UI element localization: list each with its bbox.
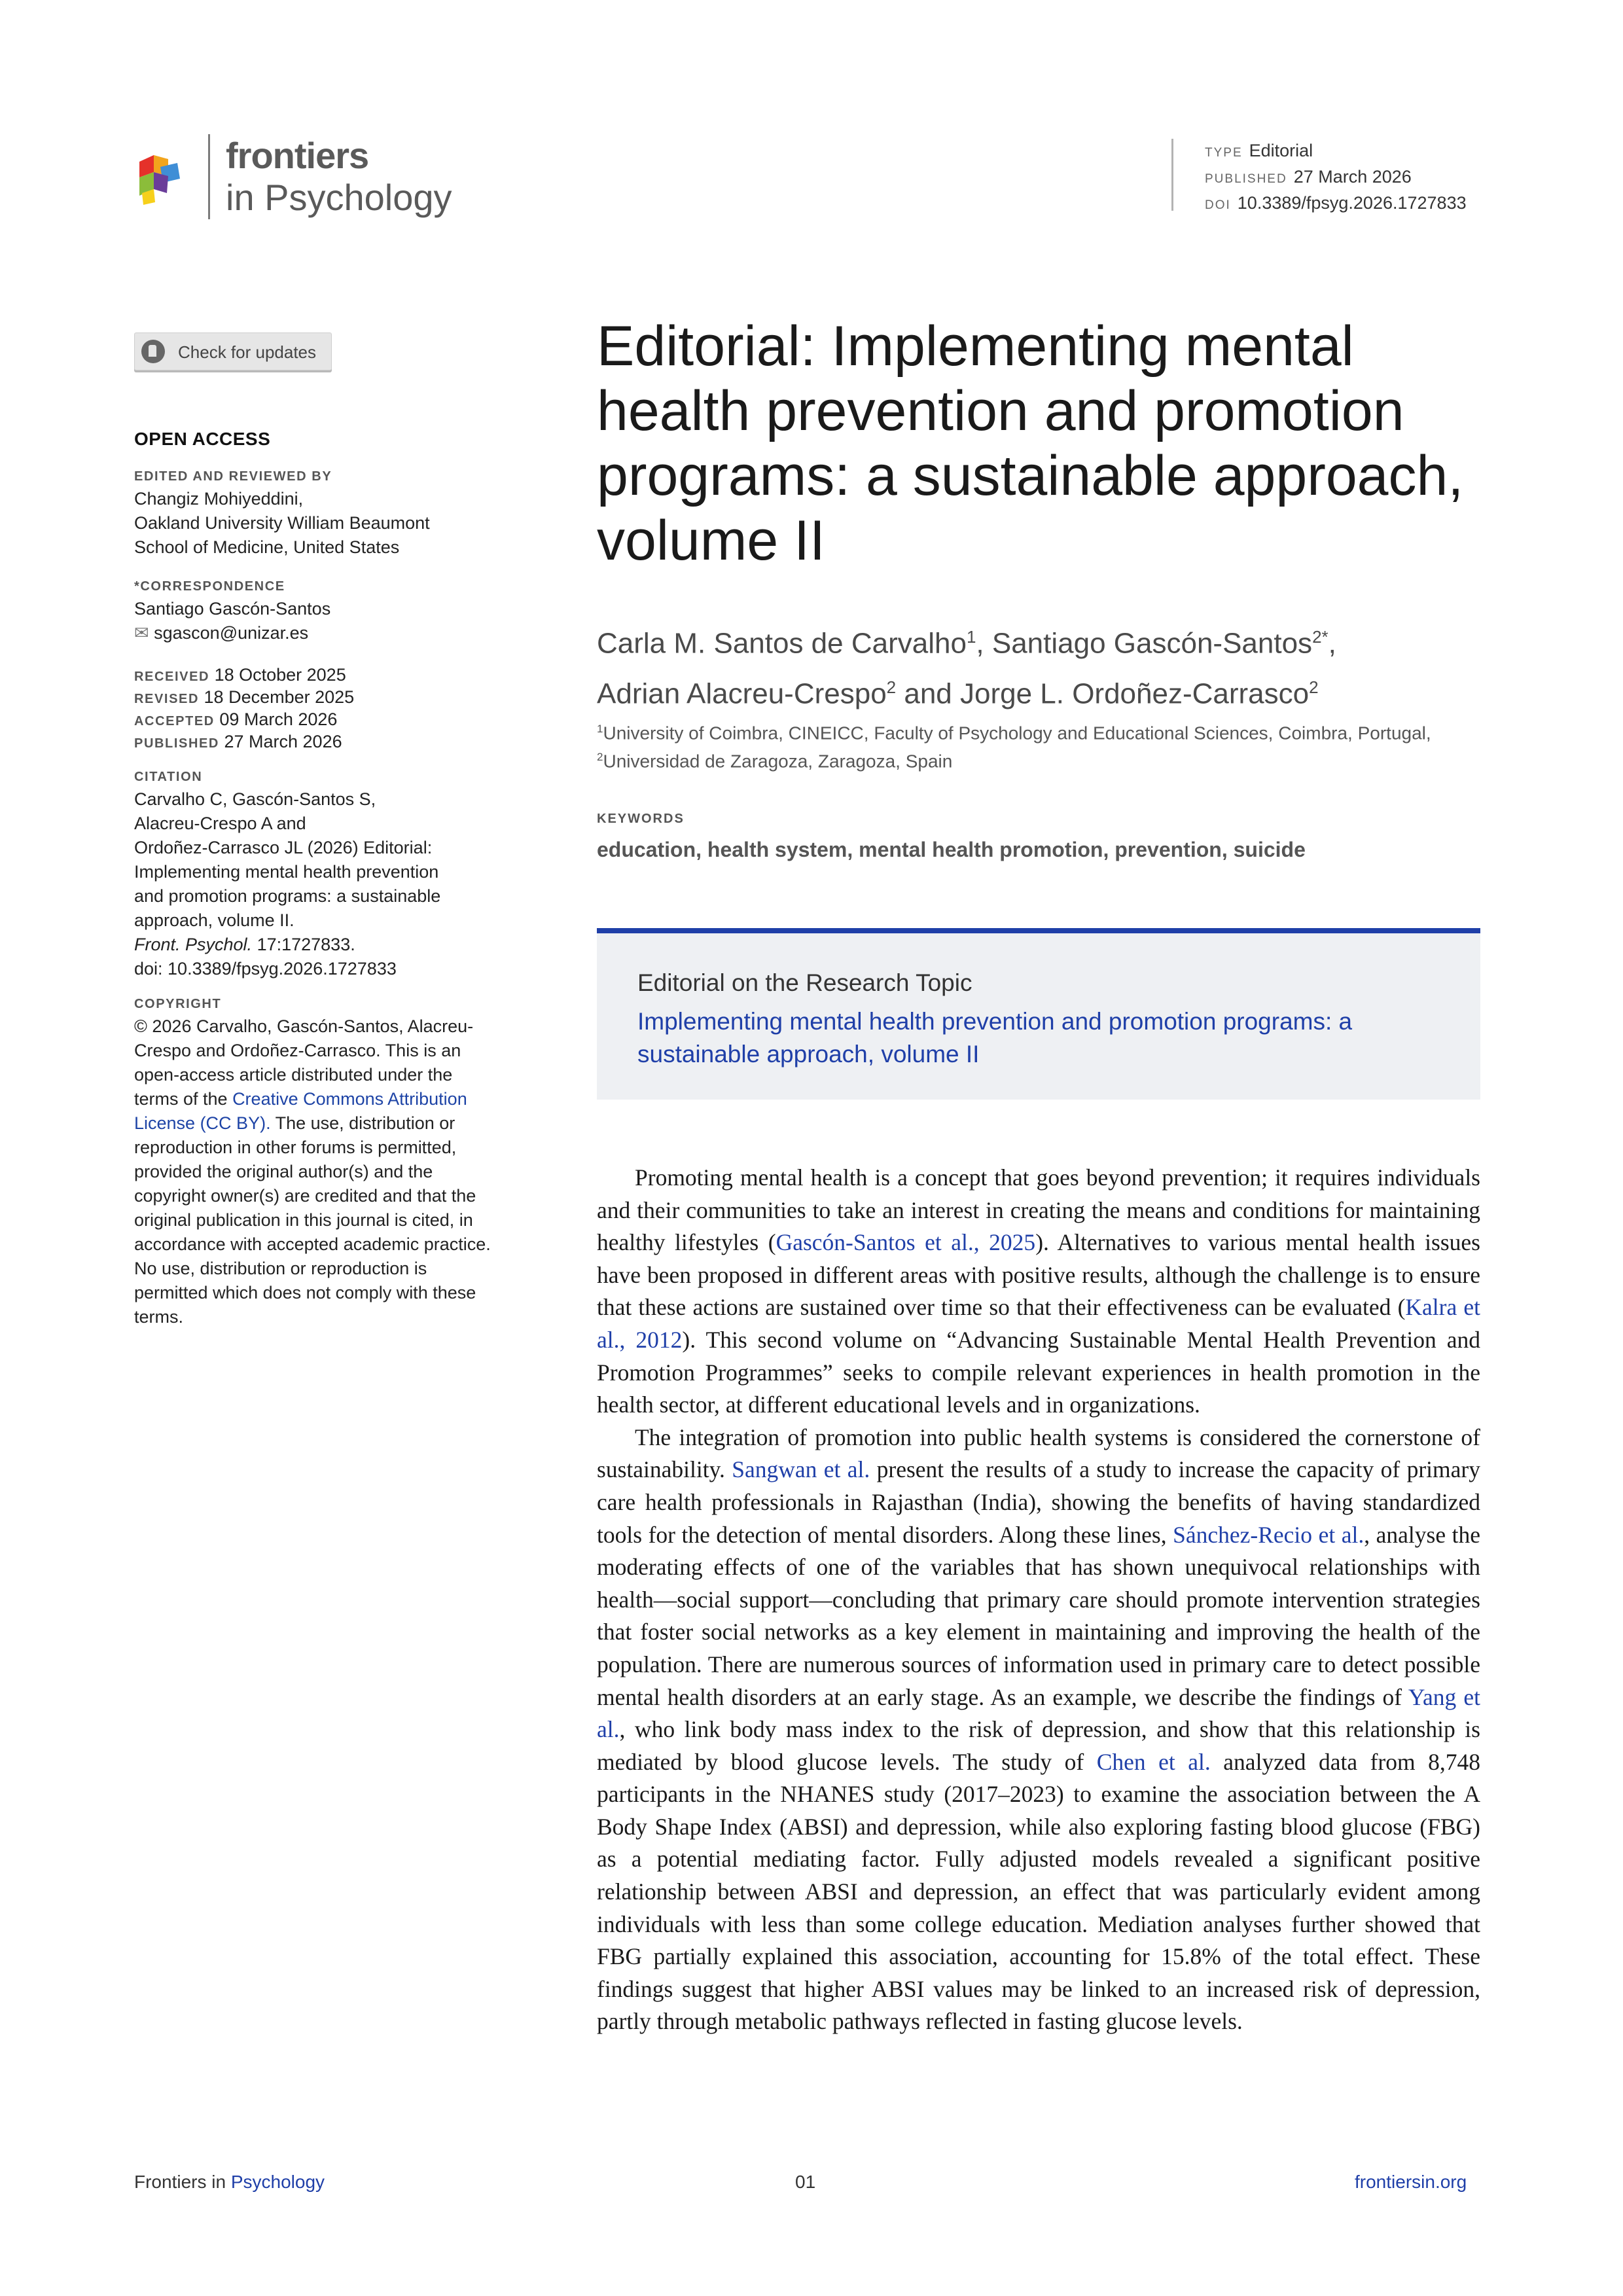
author-name[interactable]: Carla M. Santos de Carvalho xyxy=(597,627,967,660)
open-access-label: OPEN ACCESS xyxy=(134,429,271,449)
author-affil-sup: 1 xyxy=(966,627,976,647)
citation-line: and promotion programs: a sustainable xyxy=(134,886,441,906)
article-title: Editorial: Implementing mental health prevention and promotion programs: a sustainable approach, volume II xyxy=(597,315,1464,572)
journal-name-line1: frontiers xyxy=(226,135,369,176)
date-value: 18 October 2025 xyxy=(214,665,346,685)
edited-by-line: Oakland University William Beaumont xyxy=(134,513,430,533)
research-topic-link[interactable]: Implementing mental health prevention and promotion programs: a sustainable approach, volume II xyxy=(637,1008,1353,1067)
doi-label: DOI xyxy=(1205,198,1231,212)
author-affil-sup: 2 xyxy=(886,677,897,697)
date-label: RECEIVED xyxy=(134,670,210,684)
citation-line: Ordoñez-Carrasco JL (2026) Editorial: xyxy=(134,838,433,857)
citation-line: Alacreu-Crespo A and xyxy=(134,814,306,833)
citation-line: Carvalho C, Gascón-Santos S, xyxy=(134,789,376,809)
date-label: REVISED xyxy=(134,692,200,706)
body-text: Promoting mental health is a concept that goes beyond prevention; it requires individuals and their communities to take an interest in creating the means and conditions for maintaining healthy lifestyles ( xyxy=(597,1164,1480,1256)
edited-by-line: School of Medicine, United States xyxy=(134,537,400,557)
body-text: ). Alternatives to various mental health issues have been proposed in different areas with positive results, although the challenge is to ensure that these actions are sustained over time so that their effectiveness can be evaluated ( xyxy=(597,1229,1480,1321)
correspondence-email[interactable] xyxy=(134,621,501,645)
body-text: , who link body mass index to the risk of depression, and show that this relationship is mediated by blood glucose levels. The study of xyxy=(597,1716,1480,1775)
correspondence-name: Santiago Gascón-Santos xyxy=(134,599,331,619)
date-value: 09 March 2026 xyxy=(219,709,338,729)
date-row xyxy=(134,665,501,687)
affiliation-sup: 2 xyxy=(597,751,603,764)
research-topic-box xyxy=(597,928,1480,1100)
affiliations xyxy=(597,717,1513,774)
bookmark-icon xyxy=(141,340,165,363)
citation-journal-line xyxy=(134,933,501,957)
author-affil-sup: 2* xyxy=(1312,627,1329,647)
article-body xyxy=(597,1162,1480,2038)
dates-section xyxy=(134,665,501,754)
edited-by-section xyxy=(134,469,501,560)
check-for-updates-button[interactable] xyxy=(134,332,332,370)
published-value: 27 March 2026 xyxy=(1293,167,1412,187)
affiliation-text: University of Coimbra, CINEICC, Faculty of Psychology and Educational Sciences, Coimbra, Portugal, xyxy=(603,723,1431,744)
citation-doi: doi: 10.3389/fpsyg.2026.1727833 xyxy=(134,959,397,978)
email-text[interactable]: sgascon@unizar.es xyxy=(154,623,309,643)
mail-icon: ✉ xyxy=(134,623,154,643)
date-label: ACCEPTED xyxy=(134,714,215,728)
type-label: TYPE xyxy=(1205,146,1243,160)
correspondence-label: *CORRESPONDENCE xyxy=(134,579,285,594)
date-value: 27 March 2026 xyxy=(224,732,342,751)
footer-site-link[interactable]: frontiersin.org xyxy=(1355,2172,1467,2192)
correspondence-section xyxy=(134,579,501,645)
check-for-updates-label: Check for updates xyxy=(178,342,317,362)
citation-line: Implementing mental health prevention xyxy=(134,862,439,882)
body-text: analyzed data from 8,748 participants in the NHANES study (2017–2023) to examine the association between the A Body Shape Index (ABSI) and depression, while also exploring fasting blood glucose (FBG) as a potential mediating factor. Fully adjusted models revealed a significant positive relationship between ABSI and depression, an effect that was particularly evident among individuals with less than some college education. Mediation analyses further showed that FBG partially explained this association, accounting for 15.8% of the total effect. These findings suggest that higher ABSI values may be linked to an increased risk of depression, partly through metabolic pathways reflected in fasting glucose levels. xyxy=(597,1748,1480,2035)
affiliation-text: Universidad de Zaragoza, Zaragoza, Spain xyxy=(603,751,953,772)
copyright-post: The use, distribution or reproduction in other forums is permitted, provided the original author(s) and the copyright owner(s) are credited and that the original publication in this journal is cited, in accordance with accepted academic practice. No use, distribution or reproduction is permitted which does not comply with these terms. xyxy=(134,1113,491,1327)
research-topic-label: Editorial on the Research Topic xyxy=(637,969,972,996)
author-name[interactable]: Adrian Alacreu-Crespo xyxy=(597,677,887,710)
author-name[interactable]: and Jorge L. Ordoñez-Carrasco xyxy=(896,677,1310,710)
citation-section xyxy=(134,770,501,981)
citation-link[interactable]: Kalra et al., 2012 xyxy=(597,1294,1480,1353)
body-text: present the results of a study to increase the capacity of primary care health professionals in Rajasthan (India), showing the benefits of having standardized tools for the detection of mental disorders. Along these lines, xyxy=(597,1456,1480,1548)
author-list xyxy=(597,615,1513,715)
type-value: Editorial xyxy=(1249,141,1313,160)
footer-journal xyxy=(134,2172,325,2193)
date-row xyxy=(134,709,501,732)
author-affil-sup: 2 xyxy=(1309,677,1319,697)
author-separator: , xyxy=(1328,627,1336,660)
journal-name-line2: in Psychology xyxy=(226,177,452,218)
edited-by-line: Changiz Mohiyeddini, xyxy=(134,489,304,509)
left-sidebar xyxy=(134,429,501,1344)
citation-volume: 17:1727833. xyxy=(252,935,355,954)
citation-line: approach, volume II. xyxy=(134,910,294,930)
copyright-section xyxy=(134,997,501,1329)
page-number: 01 xyxy=(795,2172,816,2192)
body-text: The integration of promotion into public health systems is considered the cornerstone of sustainability. xyxy=(597,1424,1480,1483)
affiliation-sup: 1 xyxy=(597,723,603,735)
citation-link[interactable]: Gascón-Santos et al., 2025 xyxy=(776,1229,1036,1256)
keywords: education, health system, mental health promotion, prevention, suicide xyxy=(597,838,1306,861)
body-paragraph xyxy=(597,1422,1480,2038)
citation-link[interactable]: Chen et al. xyxy=(1096,1748,1211,1775)
body-paragraph xyxy=(597,1162,1480,1422)
date-row xyxy=(134,732,501,754)
footer-journal-prefix: Frontiers in xyxy=(134,2172,231,2192)
doi-value[interactable]: 10.3389/fpsyg.2026.1727833 xyxy=(1237,193,1467,213)
published-label: PUBLISHED xyxy=(1205,172,1287,186)
copyright-label: COPYRIGHT xyxy=(134,997,222,1011)
copyright-text xyxy=(134,1014,501,1329)
citation-link[interactable]: Yang et al. xyxy=(597,1683,1480,1743)
affiliation-line xyxy=(597,745,1513,773)
body-text: , analyse the moderating effects of one of the variables that has shown unequivocal relationships with health—social support—concluding that primary care should promote intervention strategies that foster social networks as a key element in maintaining and improving the health of the population. There are numerous sources of information used in primary care to detect possible mental health disorders at an early stage. As an example, we describe the findings of xyxy=(597,1521,1481,1710)
journal-logo xyxy=(134,134,488,232)
body-text: ). This second volume on “Advancing Sustainable Mental Health Prevention and Promotion Programmes” seeks to compile relevant experiences in health promotion in the health sector, at different educational levels and in organizations. xyxy=(597,1326,1480,1418)
affiliation-line xyxy=(597,717,1513,745)
author-name[interactable]: , Santiago Gascón-Santos xyxy=(976,627,1313,660)
date-row xyxy=(134,687,501,709)
date-value: 18 December 2025 xyxy=(204,687,355,707)
citation-link[interactable]: Sánchez-Recio et al. xyxy=(1173,1521,1364,1548)
date-label: PUBLISHED xyxy=(134,736,219,751)
article-meta xyxy=(1171,139,1623,211)
cc-license-link[interactable]: Creative Commons Attribution License (CC BY). xyxy=(134,1089,467,1133)
edited-by-label: EDITED AND REVIEWED BY xyxy=(134,469,332,484)
frontiers-logo-icon xyxy=(134,147,187,206)
copyright-pre: © 2026 Carvalho, Gascón-Santos, Alacreu-Crespo and Ordoñez-Carrasco. This is an open-access article distributed under the terms of the xyxy=(134,1016,474,1109)
citation-journal: Front. Psychol. xyxy=(134,935,253,954)
keywords-label: KEYWORDS xyxy=(597,812,685,826)
citation-link[interactable]: Sangwan et al. xyxy=(732,1456,870,1483)
footer-journal-name[interactable]: Psychology xyxy=(230,2172,325,2192)
citation-label: CITATION xyxy=(134,770,203,784)
